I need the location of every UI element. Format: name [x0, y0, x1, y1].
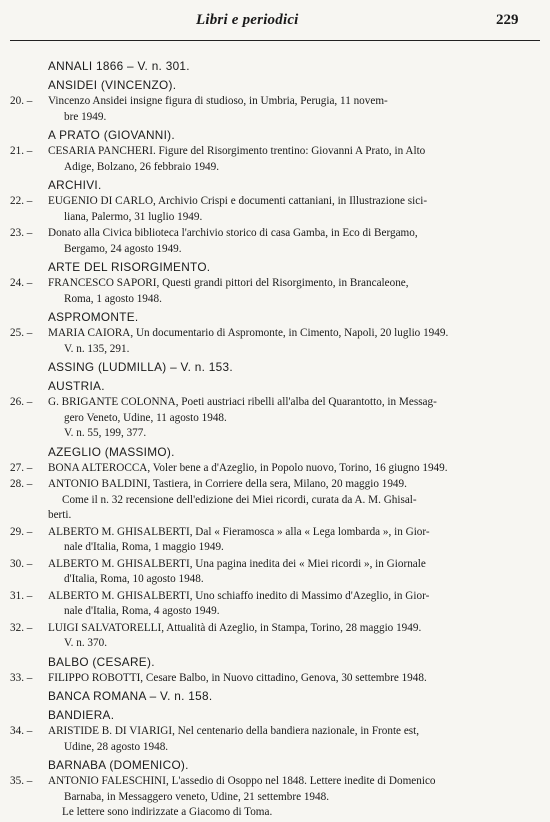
bibliography-list	[0, 56, 550, 822]
entry-line: ALBERTO M. GHISALBERTI, Dal « Fieramosca » alla « Lega lombarda », in Gior-	[48, 525, 430, 538]
bibliography-entry	[0, 589, 550, 620]
entry-number: 21. –	[10, 145, 33, 157]
entry-number: 35. –	[10, 775, 33, 787]
section-heading: ANNALI 1866 – V. n. 301.	[48, 59, 190, 73]
entry-line: G. BRIGANTE COLONNA, Poeti austriaci ribelli all'alba del Quarantotto, in Messag-	[48, 396, 437, 408]
section-heading: BANDIERA.	[48, 708, 115, 722]
section-heading: ARTE DEL RISORGIMENTO.	[48, 260, 211, 274]
section-heading: BANCA ROMANA – V. n. 158.	[48, 689, 213, 703]
section-heading: ASSING (LUDMILLA) – V. n. 153.	[48, 360, 233, 374]
entry-number: 29. –	[10, 525, 33, 538]
bibliography-entry	[0, 226, 550, 257]
entry-number: 34. –	[10, 725, 33, 737]
entry-number: 22. –	[10, 195, 33, 207]
bibliography-entry	[0, 276, 550, 307]
entry-line: Udine, 28 agosto 1948.	[64, 740, 169, 753]
entry-line: V. n. 135, 291.	[64, 342, 130, 355]
entry-line: ALBERTO M. GHISALBERTI, Una pagina inedita dei « Miei ricordi », in Giornale	[48, 557, 426, 570]
entry-line: Adige, Bolzano, 26 febbraio 1949.	[64, 160, 220, 173]
section-heading: AZEGLIO (MASSIMO).	[48, 444, 175, 459]
bibliography-entry	[0, 671, 550, 687]
entry-number: 31. –	[10, 589, 33, 602]
section-heading: AUSTRIA.	[48, 379, 105, 393]
entry-number: 28. –	[10, 478, 33, 490]
bibliography-entry	[0, 774, 550, 821]
entry-line: d'Italia, Roma, 10 agosto 1948.	[64, 573, 204, 585]
entry-number: 30. –	[10, 557, 33, 570]
entry-line: CESARIA PANCHERI. Figure del Risorgimento trentino: Giovanni A Prato, in Alto	[48, 145, 426, 157]
entry-line: Donato alla Civica biblioteca l'archivio storico di casa Gamba, in Eco di Bergamo,	[48, 227, 418, 239]
entry-number: 27. –	[10, 461, 33, 474]
page-number: 229	[496, 12, 519, 28]
entry-line: ALBERTO M. GHISALBERTI, Uno schiaffo inedito di Massimo d'Azeglio, in Gior-	[48, 589, 430, 602]
bibliography-entry	[0, 94, 550, 125]
bibliography-entry	[0, 621, 550, 652]
entry-number: 20. –	[10, 95, 33, 107]
entry-line: nale d'Italia, Roma, 4 agosto 1949.	[64, 605, 220, 617]
section-heading: ASPROMONTE.	[48, 310, 139, 324]
section-heading: ANSIDEI (VINCENZO).	[48, 78, 177, 92]
entry-line: liana, Palermo, 31 luglio 1949.	[64, 210, 203, 223]
bibliography-entry	[0, 144, 550, 175]
section-heading: A PRATO (GIOVANNI).	[48, 128, 175, 142]
entry-number: 25. –	[10, 327, 33, 339]
bibliography-entry	[0, 194, 550, 225]
entry-line: Vincenzo Ansidei insigne figura di studioso, in Umbria, Perugia, 11 novem-	[48, 95, 388, 107]
entry-line: gero Veneto, Udine, 11 agosto 1948.	[64, 411, 227, 424]
bibliography-entry	[0, 557, 550, 588]
entry-number: 32. –	[10, 621, 33, 634]
header-rule	[10, 40, 540, 41]
entry-line: V. n. 370.	[64, 637, 107, 649]
section-heading: BALBO (CESARE).	[48, 654, 155, 669]
bibliography-entry	[0, 326, 550, 357]
entry-line: FILIPPO ROBOTTI, Cesare Balbo, in Nuovo cittadino, Genova, 30 settembre 1948.	[48, 671, 427, 684]
running-title: Libri e periodici	[196, 12, 299, 28]
page-header	[0, 8, 550, 34]
section-heading: ARCHIVI.	[48, 178, 102, 192]
entry-line: bre 1949.	[64, 110, 107, 123]
entry-line: EUGENIO DI CARLO, Archivio Crispi e documenti cattaniani, in Illustrazione sici-	[48, 195, 428, 207]
bibliography-entry	[0, 525, 550, 556]
bibliography-entry	[0, 477, 550, 524]
entry-line: ANTONIO FALESCHINI, L'assedio di Osoppo nel 1848. Lettere inedite di Domenico	[48, 775, 436, 787]
entry-note-line: Come il n. 32 recensione dell'edizione dei Miei ricordi, curata da A. M. Ghisal-	[62, 493, 417, 506]
entry-number: 23. –	[10, 227, 33, 239]
bibliography-entry	[0, 395, 550, 442]
entry-line: FRANCESCO SAPORI, Questi grandi pittori del Risorgimento, in Brancaleone,	[48, 277, 409, 289]
entry-number: 26. –	[10, 396, 33, 408]
entry-line: Roma, 1 agosto 1948.	[64, 292, 162, 305]
entry-line: LUIGI SALVATORELLI, Attualità di Azeglio, in Stampa, Torino, 28 maggio 1949.	[48, 621, 422, 634]
entry-note-line: berti.	[48, 509, 72, 521]
entry-line: ANTONIO BALDINI, Tastiera, in Corriere della sera, Milano, 20 maggio 1949.	[48, 478, 407, 490]
bibliography-entry	[0, 461, 550, 477]
section-heading: BARNABA (DOMENICO).	[48, 758, 189, 772]
entry-line: MARIA CAIORA, Un documentario di Aspromonte, in Cimento, Napoli, 20 luglio 1949.	[48, 327, 449, 339]
entry-number: 24. –	[10, 277, 33, 289]
entry-line: nale d'Italia, Roma, 1 maggio 1949.	[64, 541, 224, 553]
entry-line: Bergamo, 24 agosto 1949.	[64, 242, 182, 255]
bibliography-entry	[0, 724, 550, 755]
entry-line: Barnaba, in Messaggero veneto, Udine, 21 settembre 1948.	[64, 790, 330, 803]
entry-number: 33. –	[10, 671, 33, 684]
entry-line: ARISTIDE B. DI VIARIGI, Nel centenario della bandiera nazionale, in Fronte est,	[48, 725, 420, 737]
entry-note-line: Le lettere sono indirizzate a Giacomo di Toma.	[62, 806, 273, 818]
entry-line: V. n. 55, 199, 377.	[64, 427, 147, 439]
entry-line: BONA ALTEROCCA, Voler bene a d'Azeglio, in Popolo nuovo, Torino, 16 giugno 1949.	[48, 461, 448, 474]
